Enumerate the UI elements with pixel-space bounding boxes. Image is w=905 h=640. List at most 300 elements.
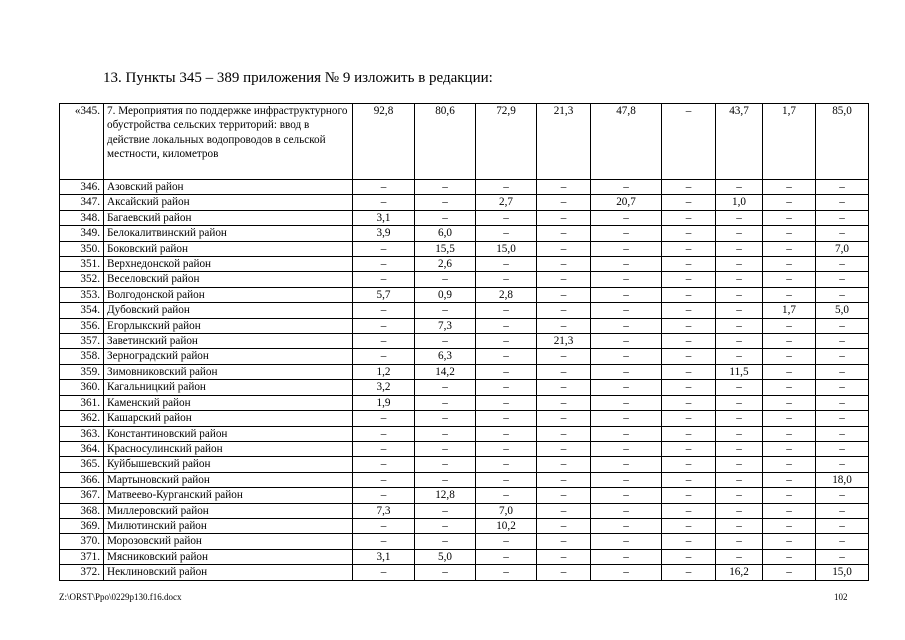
row-value: – xyxy=(763,241,816,256)
table-row xyxy=(60,349,869,364)
table-row xyxy=(60,534,869,549)
table-row xyxy=(60,257,869,272)
row-name: Багаевский район xyxy=(104,210,353,225)
table-row xyxy=(60,472,869,487)
row-value: – xyxy=(763,472,816,487)
row-value: – xyxy=(716,472,763,487)
row-value: 2,8 xyxy=(476,287,537,302)
row-value: – xyxy=(537,349,591,364)
row-value: 16,2 xyxy=(716,565,763,580)
row-value: – xyxy=(716,226,763,241)
row-value: – xyxy=(415,472,476,487)
row-value: – xyxy=(763,457,816,472)
table-row xyxy=(60,380,869,395)
row-value: – xyxy=(816,226,869,241)
row-value: 10,2 xyxy=(476,518,537,533)
row-value: – xyxy=(353,241,415,256)
table-row xyxy=(60,411,869,426)
row-value: – xyxy=(353,195,415,210)
row-value: – xyxy=(537,272,591,287)
row-name: Красносулинский район xyxy=(104,441,353,456)
row-value: 72,9 xyxy=(476,104,537,180)
row-value: 5,0 xyxy=(816,303,869,318)
row-value: – xyxy=(353,457,415,472)
row-value: 1,9 xyxy=(353,395,415,410)
row-number: 347. xyxy=(60,195,104,210)
row-value: 2,7 xyxy=(476,195,537,210)
row-value: – xyxy=(353,180,415,195)
row-number: 356. xyxy=(60,318,104,333)
row-value: – xyxy=(716,210,763,225)
row-name: Белокалитвинский район xyxy=(104,226,353,241)
row-value: – xyxy=(763,334,816,349)
row-value: – xyxy=(476,334,537,349)
row-value: – xyxy=(662,226,716,241)
row-value: – xyxy=(816,195,869,210)
row-name: Зимовниковский район xyxy=(104,364,353,379)
row-value: – xyxy=(537,195,591,210)
row-value: – xyxy=(476,395,537,410)
row-name: Егорлыкский район xyxy=(104,318,353,333)
row-number: 365. xyxy=(60,457,104,472)
row-value: – xyxy=(537,395,591,410)
row-number: 372. xyxy=(60,565,104,580)
row-value: – xyxy=(476,180,537,195)
row-name: Каменский район xyxy=(104,395,353,410)
row-value: – xyxy=(537,226,591,241)
row-value: – xyxy=(415,180,476,195)
row-value: – xyxy=(763,180,816,195)
row-number: 363. xyxy=(60,426,104,441)
table-row xyxy=(60,210,869,225)
row-value: – xyxy=(662,411,716,426)
row-number: 354. xyxy=(60,303,104,318)
table-row xyxy=(60,565,869,580)
row-value: 5,7 xyxy=(353,287,415,302)
row-value: – xyxy=(816,411,869,426)
table-row xyxy=(60,334,869,349)
row-value: – xyxy=(662,303,716,318)
table-row xyxy=(60,104,869,180)
row-value: – xyxy=(763,534,816,549)
row-value: – xyxy=(415,426,476,441)
row-value: – xyxy=(537,180,591,195)
row-value: – xyxy=(816,549,869,564)
table-row xyxy=(60,549,869,564)
row-value: – xyxy=(763,441,816,456)
row-value: – xyxy=(716,380,763,395)
row-value: – xyxy=(662,488,716,503)
row-value: – xyxy=(591,380,662,395)
row-name: Матвеево-Курганский район xyxy=(104,488,353,503)
row-name: Зерноградский район xyxy=(104,349,353,364)
row-value: – xyxy=(591,241,662,256)
row-name: Милютинский район xyxy=(104,518,353,533)
row-number: 371. xyxy=(60,549,104,564)
row-value: – xyxy=(662,180,716,195)
row-value: – xyxy=(591,180,662,195)
section-heading: 13. Пункты 345 – 389 приложения № 9 изложить в редакции: xyxy=(103,70,493,86)
row-value: – xyxy=(763,226,816,241)
row-value: – xyxy=(476,411,537,426)
row-name: Неклиновский район xyxy=(104,565,353,580)
row-value: 15,0 xyxy=(816,565,869,580)
row-value: – xyxy=(716,287,763,302)
row-value: – xyxy=(816,395,869,410)
row-value: – xyxy=(763,411,816,426)
table-row xyxy=(60,364,869,379)
row-value: – xyxy=(763,549,816,564)
row-value: – xyxy=(537,303,591,318)
row-value: 92,8 xyxy=(353,104,415,180)
row-value: – xyxy=(415,503,476,518)
row-value: – xyxy=(816,210,869,225)
row-value: – xyxy=(662,441,716,456)
row-value: – xyxy=(662,457,716,472)
row-value: – xyxy=(415,272,476,287)
row-value: – xyxy=(591,257,662,272)
row-value: – xyxy=(662,380,716,395)
row-value: – xyxy=(716,549,763,564)
row-name: Волгодонской район xyxy=(104,287,353,302)
row-value: – xyxy=(591,457,662,472)
row-value: – xyxy=(353,488,415,503)
row-value: – xyxy=(537,364,591,379)
row-value: – xyxy=(537,441,591,456)
row-value: – xyxy=(476,226,537,241)
row-value: – xyxy=(816,457,869,472)
row-value: – xyxy=(662,349,716,364)
row-value: – xyxy=(476,349,537,364)
row-value: 6,0 xyxy=(415,226,476,241)
row-value: – xyxy=(591,534,662,549)
row-value: – xyxy=(537,549,591,564)
row-number: 360. xyxy=(60,380,104,395)
row-value: – xyxy=(662,503,716,518)
row-value: – xyxy=(591,565,662,580)
row-value: – xyxy=(763,287,816,302)
row-value: 6,3 xyxy=(415,349,476,364)
row-value: – xyxy=(591,411,662,426)
row-value: – xyxy=(763,364,816,379)
row-value: 3,1 xyxy=(353,549,415,564)
row-value: 18,0 xyxy=(816,472,869,487)
row-value: – xyxy=(415,534,476,549)
row-number: 359. xyxy=(60,364,104,379)
row-value: – xyxy=(415,195,476,210)
row-value: 85,0 xyxy=(816,104,869,180)
row-name: Дубовский район xyxy=(104,303,353,318)
footer-page-number: 102 xyxy=(834,592,848,602)
row-number: 367. xyxy=(60,488,104,503)
row-value: – xyxy=(353,318,415,333)
row-value: – xyxy=(591,395,662,410)
row-number: «345. xyxy=(60,104,104,180)
row-value: – xyxy=(662,472,716,487)
row-value: – xyxy=(353,426,415,441)
row-value: 11,5 xyxy=(716,364,763,379)
row-value: – xyxy=(816,257,869,272)
row-value: – xyxy=(591,226,662,241)
row-value: – xyxy=(662,334,716,349)
row-value: – xyxy=(537,380,591,395)
table-row xyxy=(60,318,869,333)
row-value: – xyxy=(662,210,716,225)
row-value: – xyxy=(816,318,869,333)
row-value: 7,3 xyxy=(353,503,415,518)
row-value: – xyxy=(537,210,591,225)
row-value: – xyxy=(537,457,591,472)
table-row xyxy=(60,457,869,472)
table-row xyxy=(60,518,869,533)
row-value: – xyxy=(353,472,415,487)
row-value: – xyxy=(763,210,816,225)
row-value: – xyxy=(662,549,716,564)
row-value: – xyxy=(476,549,537,564)
row-value: – xyxy=(716,457,763,472)
row-value: – xyxy=(716,503,763,518)
row-value: – xyxy=(591,364,662,379)
row-name: Азовский район xyxy=(104,180,353,195)
row-value: – xyxy=(537,518,591,533)
row-value: – xyxy=(662,287,716,302)
row-value: 12,8 xyxy=(415,488,476,503)
row-number: 349. xyxy=(60,226,104,241)
row-value: – xyxy=(816,334,869,349)
row-value: – xyxy=(816,488,869,503)
row-value: – xyxy=(662,195,716,210)
row-number: 370. xyxy=(60,534,104,549)
row-value: – xyxy=(415,395,476,410)
row-value: – xyxy=(763,349,816,364)
row-value: 0,9 xyxy=(415,287,476,302)
row-value: – xyxy=(353,565,415,580)
row-value: – xyxy=(415,303,476,318)
row-value: 47,8 xyxy=(591,104,662,180)
row-name: Боковский район xyxy=(104,241,353,256)
row-name: Константиновский район xyxy=(104,426,353,441)
row-value: – xyxy=(476,257,537,272)
row-value: 15,0 xyxy=(476,241,537,256)
row-value: 14,2 xyxy=(415,364,476,379)
row-value: 7,3 xyxy=(415,318,476,333)
row-value: – xyxy=(476,472,537,487)
row-value: – xyxy=(591,272,662,287)
table-row xyxy=(60,441,869,456)
row-value: – xyxy=(716,441,763,456)
row-value: – xyxy=(816,364,869,379)
row-number: 348. xyxy=(60,210,104,225)
row-value: – xyxy=(816,441,869,456)
row-value: – xyxy=(591,210,662,225)
row-value: – xyxy=(763,518,816,533)
row-value: – xyxy=(816,518,869,533)
row-value: – xyxy=(716,395,763,410)
row-value: – xyxy=(716,426,763,441)
row-value: – xyxy=(476,488,537,503)
row-value: – xyxy=(763,380,816,395)
row-value: 21,3 xyxy=(537,334,591,349)
row-value: – xyxy=(591,303,662,318)
row-value: – xyxy=(763,257,816,272)
row-value: – xyxy=(716,349,763,364)
row-value: – xyxy=(591,426,662,441)
row-value: – xyxy=(353,257,415,272)
row-value: – xyxy=(415,334,476,349)
row-value: – xyxy=(716,180,763,195)
row-value: 5,0 xyxy=(415,549,476,564)
table-row xyxy=(60,287,869,302)
row-value: – xyxy=(476,210,537,225)
row-value: – xyxy=(415,210,476,225)
row-value: – xyxy=(662,534,716,549)
row-value: – xyxy=(716,534,763,549)
row-value: – xyxy=(415,411,476,426)
row-value: – xyxy=(716,241,763,256)
row-number: 346. xyxy=(60,180,104,195)
row-value: – xyxy=(537,503,591,518)
row-value: – xyxy=(816,503,869,518)
row-value: 15,5 xyxy=(415,241,476,256)
row-value: – xyxy=(816,272,869,287)
row-value: – xyxy=(353,441,415,456)
row-value: 1,2 xyxy=(353,364,415,379)
row-value: – xyxy=(816,426,869,441)
row-name: Кашарский район xyxy=(104,411,353,426)
row-value: – xyxy=(716,257,763,272)
row-value: 1,7 xyxy=(763,104,816,180)
row-value: – xyxy=(353,411,415,426)
row-number: 366. xyxy=(60,472,104,487)
row-value: – xyxy=(353,518,415,533)
row-value: – xyxy=(537,472,591,487)
table-row xyxy=(60,241,869,256)
row-value: – xyxy=(537,534,591,549)
row-name: Кагальницкий район xyxy=(104,380,353,395)
row-value: – xyxy=(476,441,537,456)
row-name: Миллеровский район xyxy=(104,503,353,518)
row-value: – xyxy=(476,364,537,379)
row-value: 3,9 xyxy=(353,226,415,241)
row-name: Мартыновский район xyxy=(104,472,353,487)
table-row xyxy=(60,488,869,503)
row-number: 353. xyxy=(60,287,104,302)
row-value: – xyxy=(816,534,869,549)
row-name: Морозовский район xyxy=(104,534,353,549)
row-value: – xyxy=(662,565,716,580)
table-row xyxy=(60,180,869,195)
row-value: – xyxy=(353,534,415,549)
row-value: – xyxy=(716,411,763,426)
indicators-table xyxy=(59,103,869,581)
row-value: – xyxy=(816,380,869,395)
row-value: 3,2 xyxy=(353,380,415,395)
row-value: – xyxy=(716,518,763,533)
row-value: – xyxy=(353,272,415,287)
row-value: – xyxy=(763,318,816,333)
row-value: – xyxy=(816,349,869,364)
row-value: – xyxy=(415,457,476,472)
row-value: – xyxy=(591,441,662,456)
row-value: 7,0 xyxy=(476,503,537,518)
row-value: – xyxy=(662,395,716,410)
row-value: 21,3 xyxy=(537,104,591,180)
row-name: Мясниковский район xyxy=(104,549,353,564)
row-value: – xyxy=(476,303,537,318)
row-value: – xyxy=(415,380,476,395)
row-value: – xyxy=(476,318,537,333)
row-number: 364. xyxy=(60,441,104,456)
row-value: 20,7 xyxy=(591,195,662,210)
row-value: – xyxy=(591,549,662,564)
row-value: – xyxy=(591,503,662,518)
row-value: – xyxy=(763,195,816,210)
row-value: – xyxy=(763,272,816,287)
table-row xyxy=(60,195,869,210)
row-value: – xyxy=(763,395,816,410)
row-number: 368. xyxy=(60,503,104,518)
row-value: – xyxy=(476,272,537,287)
row-value: – xyxy=(591,518,662,533)
row-name: Веселовский район xyxy=(104,272,353,287)
row-value: – xyxy=(415,441,476,456)
row-value: – xyxy=(476,380,537,395)
row-name: Верхнедонской район xyxy=(104,257,353,272)
row-value: – xyxy=(591,349,662,364)
row-value: – xyxy=(415,565,476,580)
row-value: – xyxy=(662,272,716,287)
row-value: – xyxy=(537,241,591,256)
table-row xyxy=(60,272,869,287)
table-row xyxy=(60,226,869,241)
table-row xyxy=(60,303,869,318)
row-value: – xyxy=(662,318,716,333)
row-value: – xyxy=(763,503,816,518)
row-value: – xyxy=(537,318,591,333)
row-number: 357. xyxy=(60,334,104,349)
row-name: Аксайский район xyxy=(104,195,353,210)
table-row xyxy=(60,503,869,518)
row-value: – xyxy=(537,488,591,503)
row-value: – xyxy=(763,488,816,503)
row-value: 3,1 xyxy=(353,210,415,225)
row-value: – xyxy=(662,518,716,533)
row-value: – xyxy=(591,472,662,487)
row-value: – xyxy=(716,272,763,287)
row-value: 1,7 xyxy=(763,303,816,318)
row-value: 43,7 xyxy=(716,104,763,180)
row-number: 352. xyxy=(60,272,104,287)
table-row xyxy=(60,426,869,441)
row-value: – xyxy=(716,303,763,318)
row-value: – xyxy=(716,318,763,333)
row-value: – xyxy=(716,488,763,503)
row-value: – xyxy=(591,287,662,302)
row-value: 1,0 xyxy=(716,195,763,210)
row-value: – xyxy=(662,241,716,256)
row-value: – xyxy=(537,257,591,272)
row-value: – xyxy=(662,364,716,379)
footer-file-path: Z:\ORST\Ppo\0229p130.f16.docx xyxy=(59,592,182,602)
row-value: – xyxy=(537,287,591,302)
row-name: Заветинский район xyxy=(104,334,353,349)
row-value: – xyxy=(537,411,591,426)
row-value: 80,6 xyxy=(415,104,476,180)
row-value: – xyxy=(763,426,816,441)
row-value: – xyxy=(353,349,415,364)
row-value: – xyxy=(816,287,869,302)
row-value: – xyxy=(591,488,662,503)
